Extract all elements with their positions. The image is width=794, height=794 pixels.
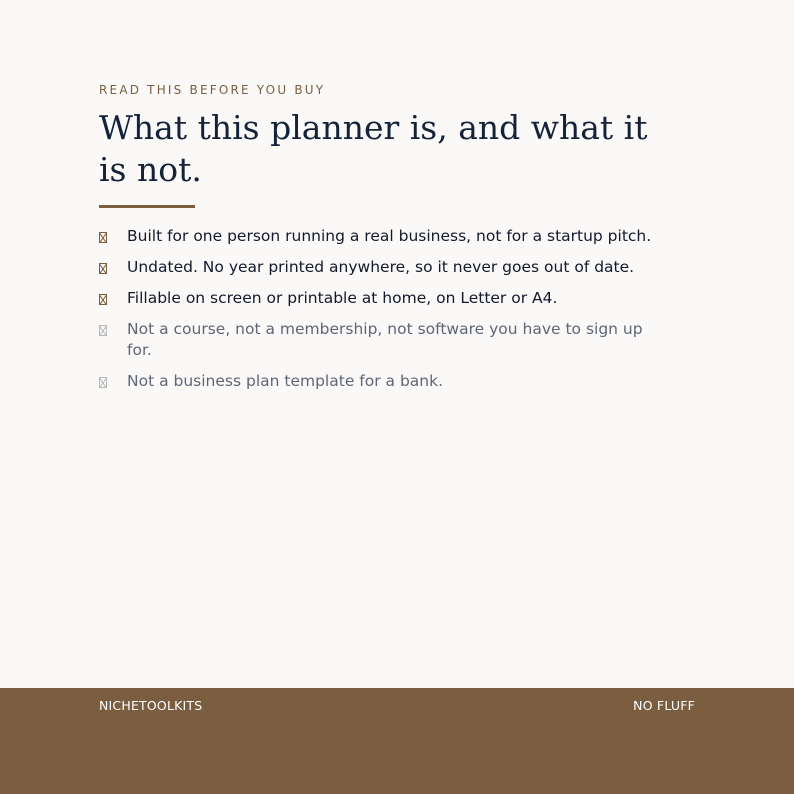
page-title: What this planner is, and what it is not.: [99, 108, 648, 189]
eyebrow-label: READ THIS BEFORE YOU BUY: [99, 83, 326, 97]
box-icon: [99, 232, 107, 243]
box-icon: [99, 377, 107, 388]
box-icon: [99, 325, 107, 336]
feature-list: [99, 226, 659, 392]
list-item-text: Built for one person running a real business, not for a startup pitch.: [127, 227, 652, 245]
list-item: [99, 319, 659, 361]
title-underline: [99, 205, 195, 208]
list-item: [99, 371, 659, 392]
list-item-text: Undated. No year printed anywhere, so it never goes out of date.: [127, 258, 635, 276]
list-item-text: Not a business plan template for a bank.: [127, 372, 444, 390]
list-item-text: Fillable on screen or printable at home, on Letter or A4.: [127, 289, 558, 307]
box-icon: [99, 263, 107, 274]
brand-name: NICHETOOLKITS: [99, 698, 203, 713]
footer-bar: [0, 688, 794, 794]
footer-tagline: NO FLUFF: [633, 698, 695, 713]
list-item: [99, 257, 659, 278]
list-item: [99, 226, 659, 247]
content-section: [99, 83, 659, 402]
list-item: [99, 288, 659, 309]
box-icon: [99, 294, 107, 305]
list-item-text: Not a course, not a membership, not software you have to sign up for.: [127, 320, 643, 359]
